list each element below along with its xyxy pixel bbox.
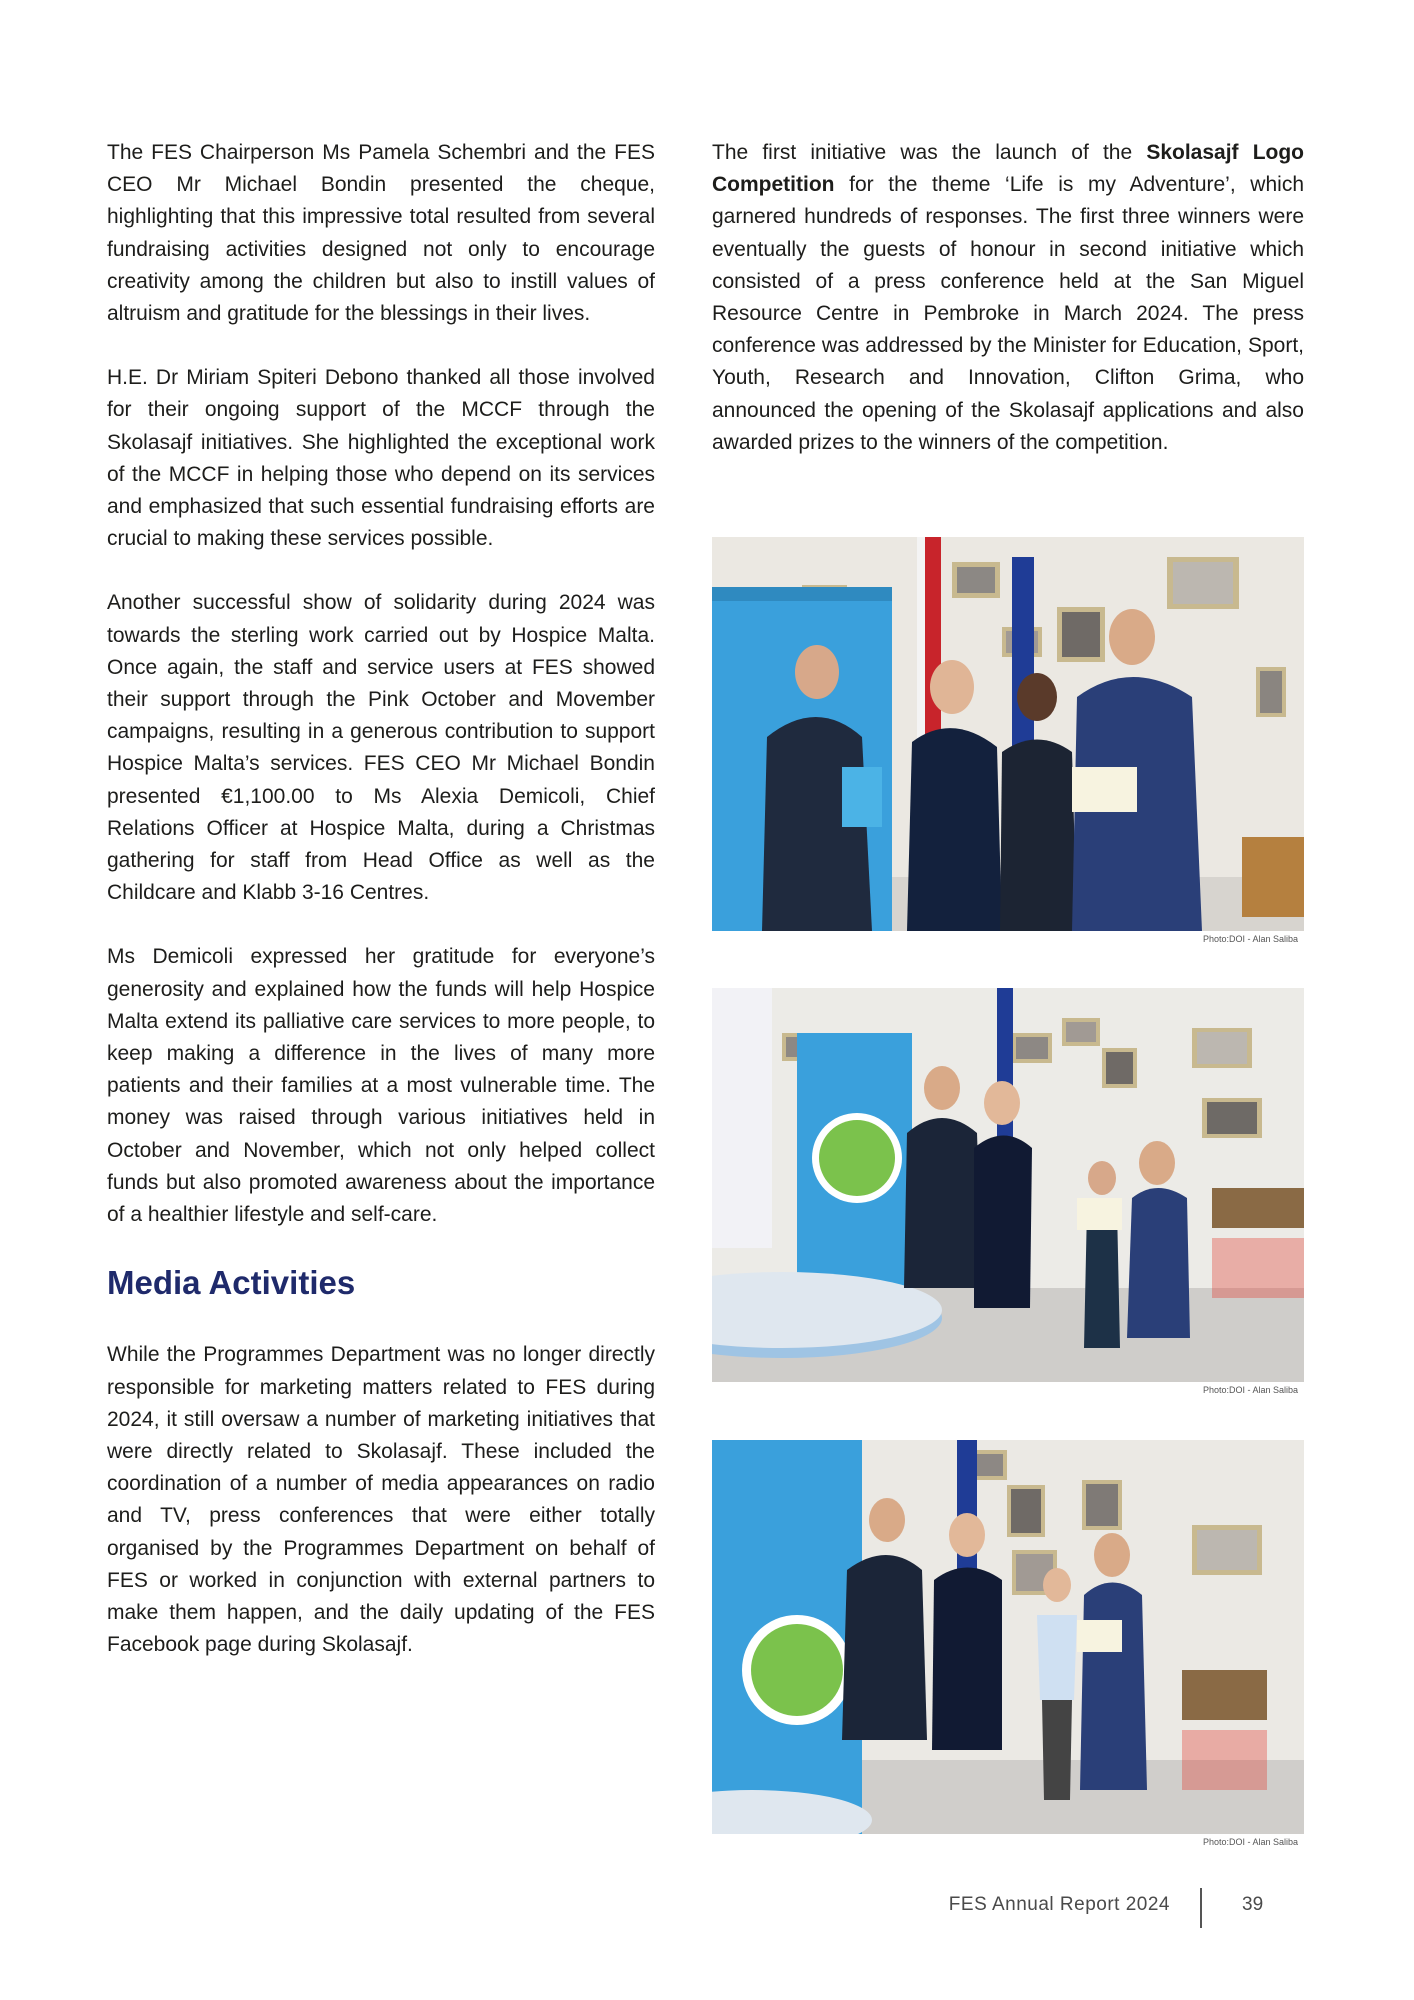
photo-block-3 [712, 1440, 1304, 1847]
footer-divider [1200, 1888, 1202, 1928]
intro-text-start: The first initiative was the launch of the [712, 141, 1147, 164]
intro-text-end: for the theme ‘Life is my Adventure’, which garnered hundreds of responses. The first three winners were eventually the guests of honour in second initiative which consisted of a press conference held at the San Miguel Resource Centre in Pembroke in March 2024. The press conference was addressed by the Minister for Education, Sport, Youth, Research and Innovation, Clifton Grima, who announced the opening of the Skolasajf applications and also awarded prizes to the winners of the competition. [712, 173, 1304, 454]
paragraph-logo-competition [712, 137, 1304, 459]
photo-credit-2: Photo:DOI - Alan Saliba [1202, 1385, 1298, 1395]
page-footer [0, 1888, 1414, 1928]
paragraph-cheque: The FES Chairperson Ms Pamela Schembri and the FES CEO Mr Michael Bondin presented the cheque, highlighting that this impressive total resulted from several fundraising activities designed not only to encourage creativity among the children but also to instill values of altruism and gratitude for the blessings in their lives. [107, 141, 655, 326]
paragraph-media: While the Programmes Department was no longer directly responsible for marketing matters related to FES during 2024, it still oversaw a number of marketing initiatives that were directly related to Skolasajf. These included the coordination of a number of media appearances on radio and TV, press conferences that were either totally organised by the Programmes Department on behalf of FES or worked in conjunction with external partners to make them happen, and the daily updating of the FES Facebook page during Skolasajf. [107, 1343, 655, 1657]
paragraph-mccf: H.E. Dr Miriam Spiteri Debono thanked all those involved for their ongoing support of the MCCF through the Skolasajf initiatives. She highlighted the exceptional work of the MCCF in helping those who depend on its services and emphasized that such essential fundraising efforts are crucial to making these services possible. [107, 366, 655, 551]
photo-credit-1: Photo:DOI - Alan Saliba [1202, 934, 1298, 944]
page-number: 39 [1242, 1894, 1264, 1915]
photo-prize-winner-2 [712, 988, 1304, 1382]
photo-credit-3: Photo:DOI - Alan Saliba [1202, 1837, 1298, 1847]
photo-prize-winner-1 [712, 537, 1304, 931]
left-column [107, 137, 655, 1693]
photo-block-1 [712, 537, 1304, 944]
paragraph-demicoli: Ms Demicoli expressed her gratitude for everyone’s generosity and explained how the funds will help Hospice Malta extend its palliative care services to more people, to keep making a difference in the lives of many more patients and their families at a most vulnerable time. The money was raised through various initiatives held in October and November, which not only helped collect funds but also promoted awareness about the importance of a healthier lifestyle and self-care. [107, 945, 655, 1227]
section-heading-media: Media Activities [107, 1264, 356, 1302]
report-title: FES Annual Report 2024 [948, 1894, 1170, 1915]
paragraph-hospice: Another successful show of solidarity during 2024 was towards the sterling work carried out by Hospice Malta. Once again, the staff and service users at FES showed their support through the Pink October and Movember campaigns, resulting in a generous contribution to support Hospice Malta’s services. FES CEO Mr Michael Bondin presented €1,100.00 to Ms Alexia Demicoli, Chief Relations Officer at Hospice Malta, during a Christmas gathering for staff from Head Office as well as the Childcare and Klabb 3-16 Centres. [107, 591, 655, 905]
competition-name: Skolasajf Logo Competition [712, 141, 1304, 197]
photo-block-2 [712, 988, 1304, 1395]
right-column [712, 137, 1304, 491]
photo-prize-winner-3 [712, 1440, 1304, 1834]
